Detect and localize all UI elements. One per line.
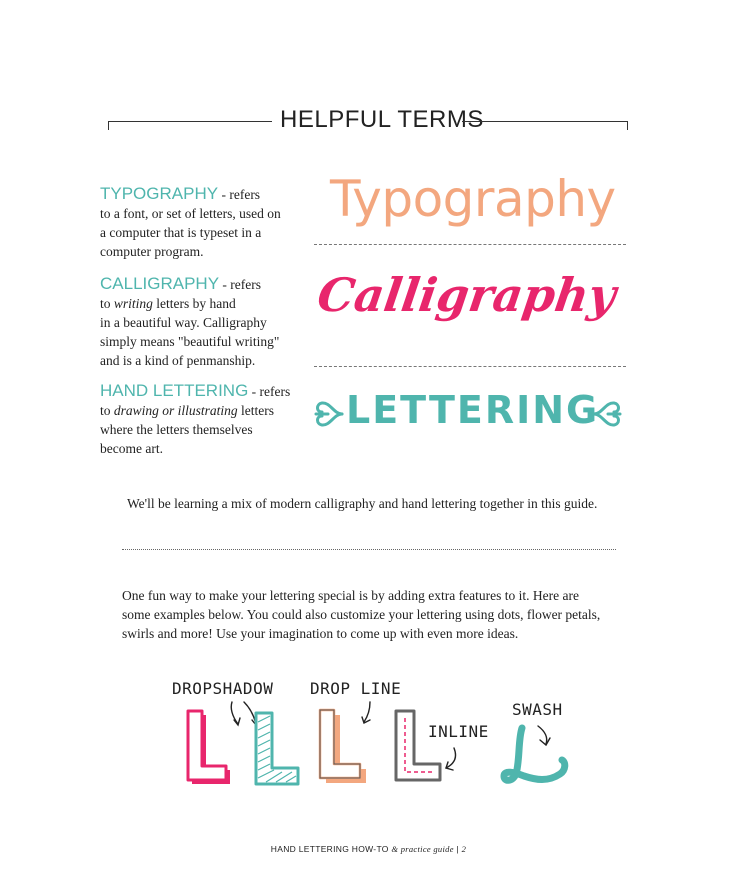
arrow-icon (364, 702, 370, 722)
header-rule-left (108, 121, 272, 122)
term-body-line: in a beautiful way. Calligraphy (100, 315, 267, 330)
term-hand-lettering (100, 381, 300, 458)
term-body-line: computer program. (100, 244, 204, 259)
term-body-line: to a font, or set of letters, used on (100, 206, 281, 221)
page-title: HELPFUL TERMS (280, 106, 484, 133)
paragraph-line: some examples below. You could also customize your lettering using dots, flower petals, (122, 607, 601, 622)
dropshadow-l (188, 711, 230, 784)
swash-stroke (504, 728, 565, 780)
dashed-divider (314, 366, 626, 367)
term-body-line: and is a kind of penmanship. (100, 353, 256, 368)
page-footer (0, 844, 737, 854)
calligraphy-sample: Calligraphy (314, 268, 620, 322)
lettering-examples (170, 690, 590, 790)
inline-label: INLINE (428, 722, 489, 741)
term-name: TYPOGRAPHY (100, 184, 219, 203)
arrow-icon (540, 738, 550, 745)
letter-outline (188, 711, 226, 780)
term-body-text: letters by hand (152, 296, 236, 311)
flourish-left-icon (312, 394, 346, 434)
arrows (231, 702, 550, 770)
dropline-label: DROP LINE (310, 679, 402, 698)
paragraph-line: One fun way to make your lettering special is by adding extra features to it. Here are (122, 588, 579, 603)
lettering-sample: LETTERING (346, 388, 600, 432)
header-rule-right (462, 121, 628, 122)
dashed-divider (314, 244, 626, 245)
term-suffix: - refers (219, 277, 262, 292)
arrow-icon (244, 702, 256, 724)
intro-text: We'll be learning a mix of modern calligraphy and hand lettering together in this guide. (127, 496, 598, 511)
term-suffix: - refers (218, 187, 261, 202)
flourish-right-icon (590, 394, 624, 434)
footer-title: HAND LETTERING HOW-TO (270, 844, 389, 854)
swash-l (504, 728, 565, 780)
dotted-divider (122, 549, 616, 550)
body-paragraph (122, 586, 622, 643)
header-tick-right (627, 121, 628, 130)
letter-outline (256, 713, 298, 784)
hatched-l (256, 713, 298, 784)
footer-subtitle: & practice guide (391, 844, 454, 854)
term-body-emphasis: writing (113, 296, 153, 311)
inline-l (396, 711, 440, 780)
swash-label: SWASH (512, 700, 563, 719)
footer-separator: | (456, 844, 459, 854)
header-tick-left (108, 121, 109, 130)
term-calligraphy (100, 274, 300, 370)
typography-sample: Typography (330, 170, 616, 228)
term-suffix: - refers (248, 384, 291, 399)
term-body-line: where the letters themselves (100, 422, 253, 437)
page-number: 2 (461, 844, 467, 854)
term-body-text: to (100, 403, 114, 418)
term-body-emphasis: drawing or illustrating (113, 403, 238, 418)
term-typography (100, 184, 300, 261)
term-body-text: to (100, 296, 114, 311)
term-name: CALLIGRAPHY (100, 274, 220, 293)
term-body-text: letters (237, 403, 275, 418)
term-body-line: simply means "beautiful writing" (100, 334, 280, 349)
term-name: HAND LETTERING (100, 381, 249, 400)
dropline-l (320, 710, 366, 783)
term-body-line: a computer that is typeset in a (100, 225, 262, 240)
paragraph-line: swirls and more! Use your imagination to come up with even more ideas. (122, 626, 519, 641)
dropshadow-label: DROPSHADOW (172, 679, 274, 698)
term-body-line: become art. (100, 441, 163, 456)
letter-outline (396, 711, 440, 780)
